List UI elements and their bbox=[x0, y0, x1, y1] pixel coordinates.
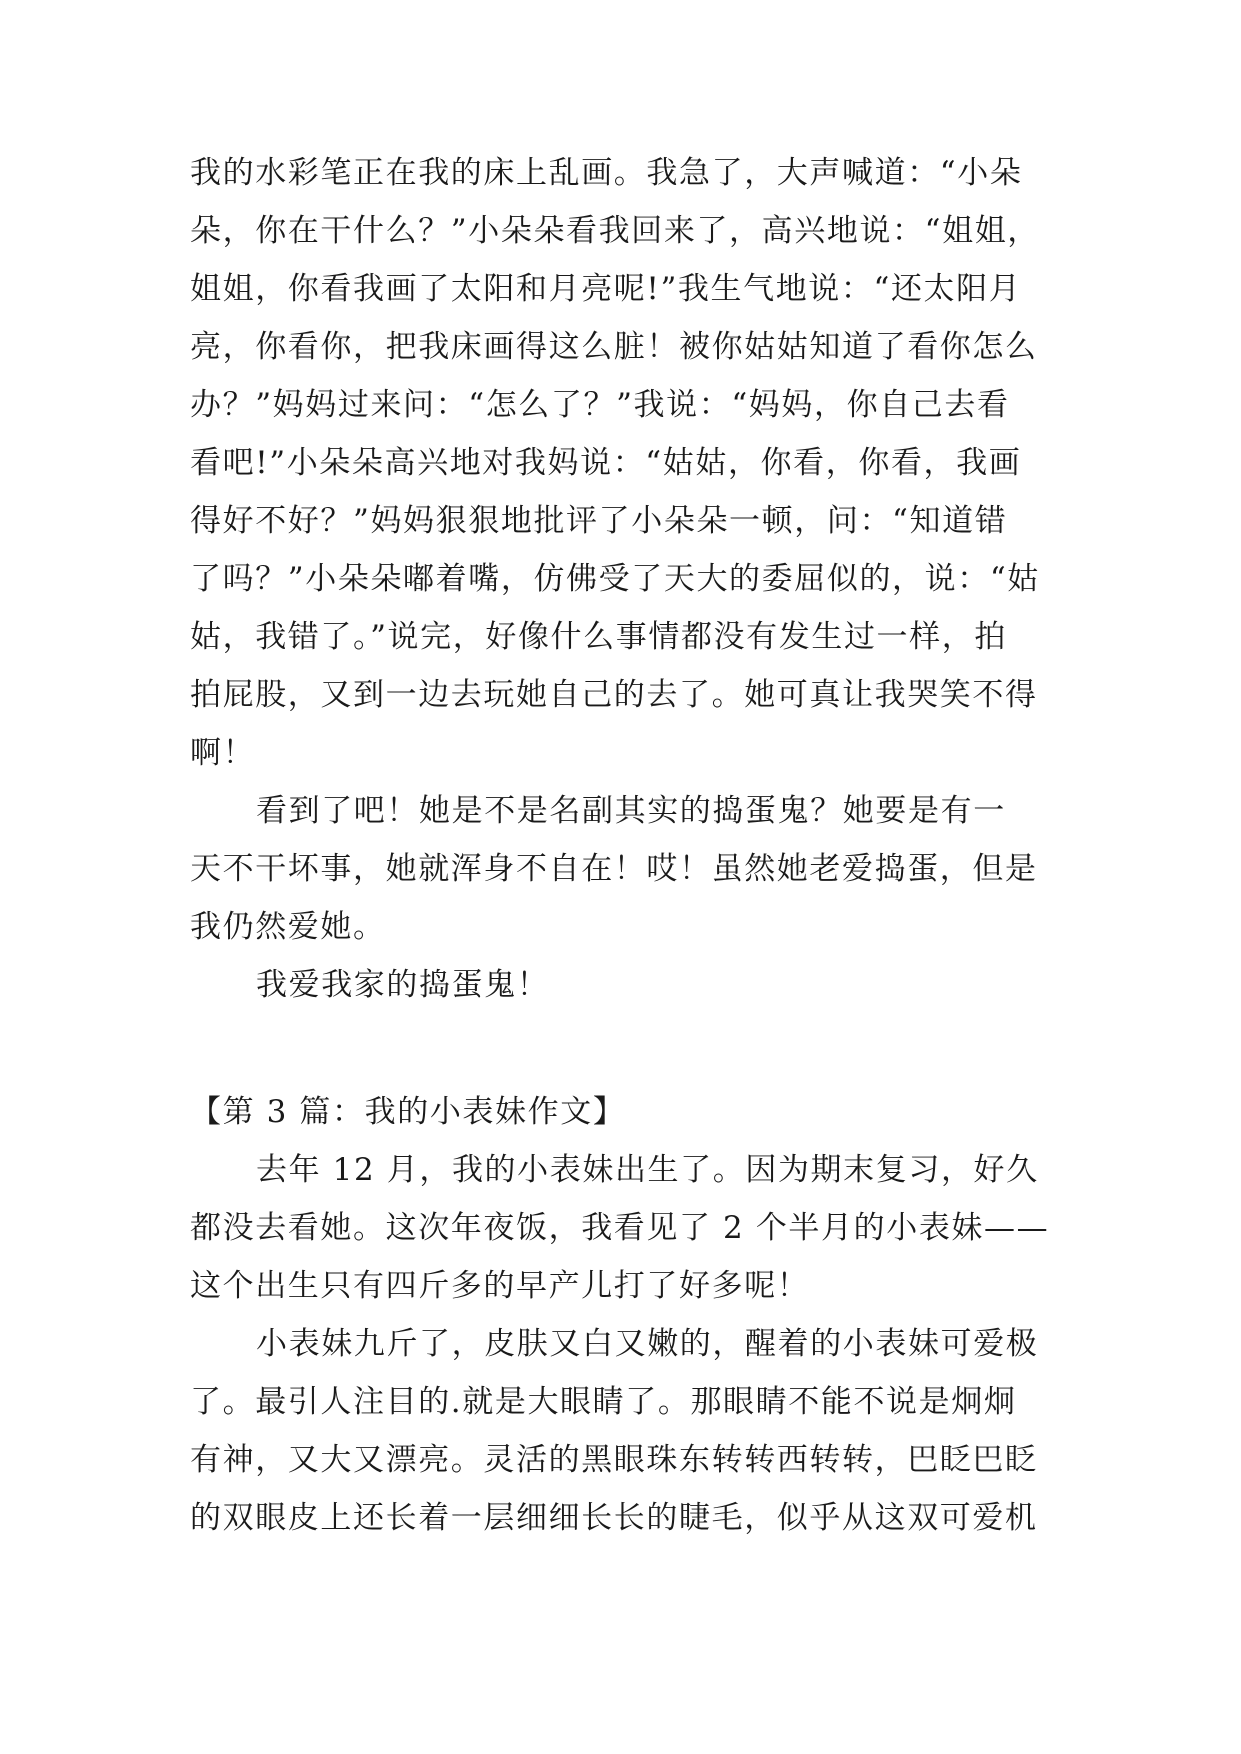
text-line: 天不干坏事，她就浑身不自在！哎！虽然她老爱捣蛋，但是 bbox=[190, 851, 1038, 887]
text-line: 朵，你在干什么？”小朵朵看我回来了，高兴地说：“姐姐， bbox=[190, 213, 1040, 249]
text-line: 办？”妈妈过来问：“怎么了？”我说：“妈妈，你自己去看 bbox=[190, 387, 1010, 423]
text-line: 有神，又大又漂亮。灵活的黑眼珠东转转西转转，巴眨巴眨 bbox=[190, 1442, 1038, 1478]
text-line: 啊！ bbox=[190, 735, 256, 771]
text-line: 的双眼皮上还长着一层细细长长的睫毛，似乎从这双可爱机 bbox=[190, 1500, 1038, 1536]
text-line: 看到了吧！她是不是名副其实的捣蛋鬼？她要是有一 bbox=[256, 793, 1006, 829]
text-line: 亮，你看你，把我床画得这么脏！被你姑姑知道了看你怎么 bbox=[190, 329, 1038, 365]
text-line: 我爱我家的捣蛋鬼！ bbox=[256, 967, 550, 1003]
text-line: 看吧!”小朵朵高兴地对我妈说：“姑姑，你看，你看，我画 bbox=[190, 445, 1022, 481]
text-line: 我仍然爱她。 bbox=[190, 909, 386, 945]
text-line: 都没去看她。这次年夜饭，我看见了 2 个半月的小表妹—— bbox=[190, 1210, 1050, 1246]
text-line: 拍屁股，又到一边去玩她自己的去了。她可真让我哭笑不得 bbox=[190, 677, 1038, 713]
text-line: 了。最引人注目的.就是大眼睛了。那眼睛不能不说是炯炯 bbox=[190, 1384, 1017, 1420]
text-line: 我的水彩笔正在我的床上乱画。我急了，大声喊道：“小朵 bbox=[190, 155, 1023, 191]
text-line: 得好不好？”妈妈狠狠地批评了小朵朵一顿，问：“知道错 bbox=[190, 503, 1008, 539]
text-line: 去年 12 月，我的小表妹出生了。因为期末复习，好久 bbox=[256, 1152, 1039, 1188]
text-line: 姐姐，你看我画了太阳和月亮呢!”我生气地说：“还太阳月 bbox=[190, 271, 1022, 307]
text-line: 小表妹九斤了，皮肤又白又嫩的，醒着的小表妹可爱极 bbox=[256, 1326, 1039, 1362]
section-heading: 【第 3 篇：我的小表妹作文】 bbox=[190, 1094, 626, 1130]
text-line: 了吗？”小朵朵嘟着嘴，仿佛受了天大的委屈似的，说：“姑 bbox=[190, 561, 1040, 597]
text-line: 姑，我错了。”说完，好像什么事情都没有发生过一样，拍 bbox=[190, 619, 1007, 655]
text-line: 这个出生只有四斤多的早产儿打了好多呢！ bbox=[190, 1268, 810, 1304]
